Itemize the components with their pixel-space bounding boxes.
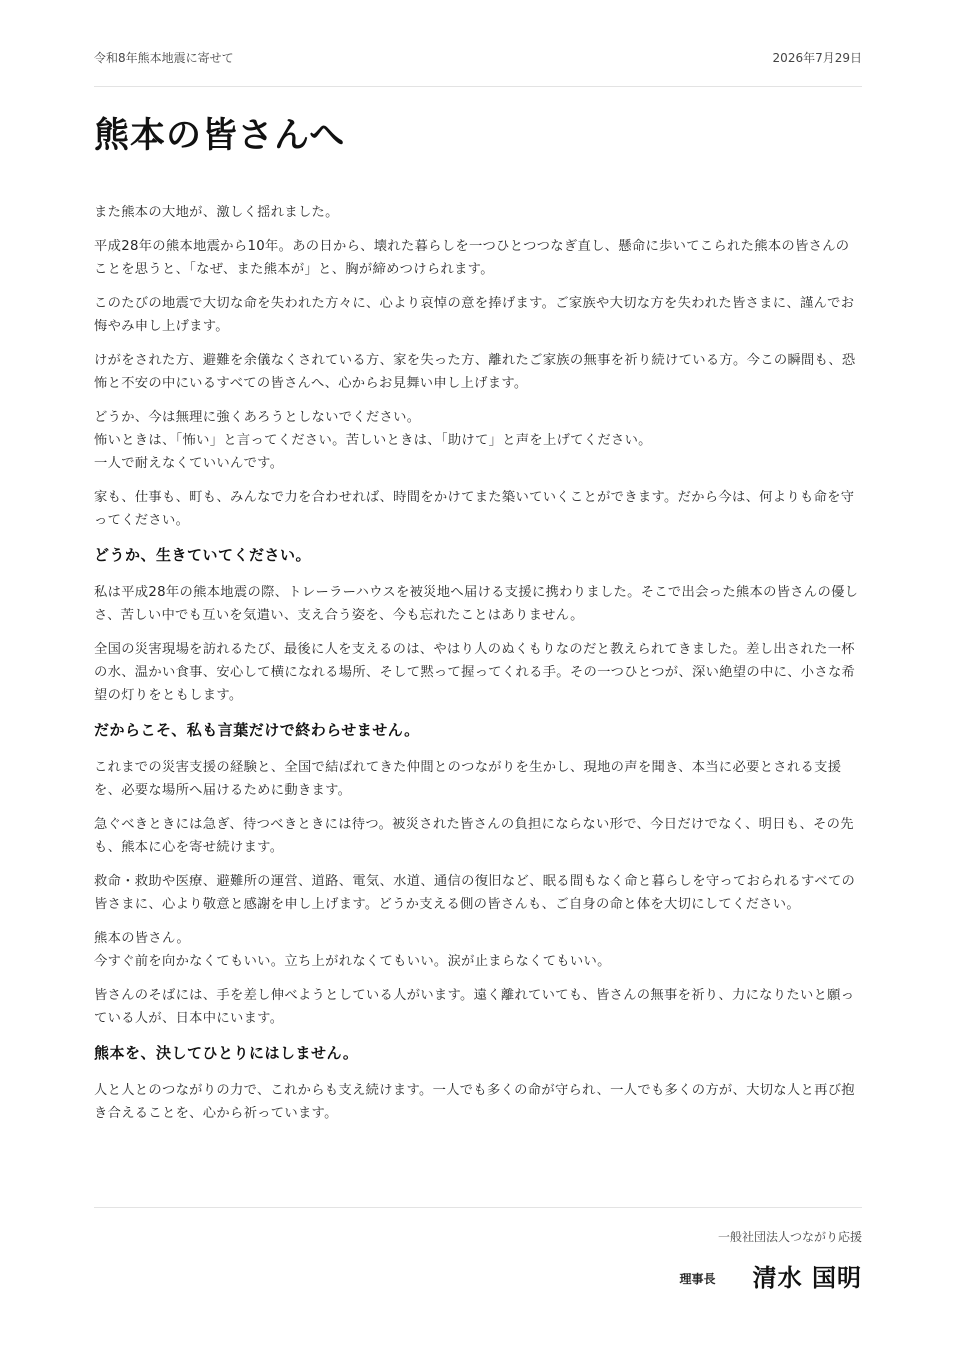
header-divider (94, 86, 862, 87)
paragraph-line: 皆さんのそばには、手を差し伸べようとしている人がいます。遠く離れていても、皆さんの無事を祈り、力になりたいと願っている人が、日本中にいます。 (94, 988, 855, 1026)
paragraph-line: 熊本の皆さん。 (94, 931, 190, 946)
paragraph-line: これまでの災害支援の経験と、全国で結ばれてきた仲間とのつながりを生かし、現地の声を聞き、本当に必要とされる支援を、必要な場所へ届けるために動きます。 (94, 760, 842, 798)
page-title: 熊本の皆さんへ (94, 115, 346, 156)
section-heading: どうか、生きていてください。 (94, 546, 312, 564)
letter-body (94, 201, 862, 1136)
paragraph-line: 全国の災害現場を訪れるたび、最後に人を支えるのは、やはり人のぬくもりなのだと教えられてきました。差し出された一杯の水、温かい食事、安心して横になれる場所、そして黙って握ってくれる手。その一つひとつが、深い絶望の中に、小さな希望の灯りをともします。 (94, 642, 856, 703)
paragraph (94, 201, 862, 224)
paragraph-line: 救命・救助や医療、避難所の運営、道路、電気、水道、通信の復旧など、眠る間もなく命と暮らしを守っておられるすべての皆さまに、心より敬意と感謝を申し上げます。どうか支える側の皆さんも、ご自身の命と体を大切にしてください。 (94, 874, 856, 912)
paragraph-line: 平成28年の熊本地震から10年。あの日から、壊れた暮らしを一つひとつつなぎ直し、懸命に歩いてこられた熊本の皆さんのことを思うと、「なぜ、また熊本が」と、胸が締めつけられます。 (94, 239, 850, 277)
letter-header (94, 49, 862, 69)
signature-block (680, 1260, 862, 1296)
signature-role: 理事長 (679, 1271, 716, 1286)
letter-page (94, 0, 862, 1350)
paragraph (94, 349, 862, 395)
letter-subject: 令和8年熊本地震に寄せて (94, 51, 234, 65)
paragraph-line: 一人で耐えなくていいんです。 (94, 456, 284, 471)
paragraph-line: 今すぐ前を向かなくてもいい。立ち上がれなくてもいい。涙が止まらなくてもいい。 (94, 954, 611, 969)
section-heading: 熊本を、決してひとりにはしません。 (94, 1044, 359, 1062)
paragraph-line: 家も、仕事も、町も、みんなで力を合わせれば、時間をかけてまた築いていくことができます。だから今は、何よりも命を守ってください。 (94, 490, 855, 528)
signature-name: 清水 国明 (752, 1263, 862, 1292)
paragraph (94, 984, 862, 1030)
paragraph (94, 235, 862, 281)
paragraph (94, 1079, 862, 1125)
paragraph-line: また熊本の大地が、激しく揺れました。 (94, 205, 339, 220)
paragraph-line: 怖いときは、「怖い」と言ってください。苦しいときは、「助けて」と声を上げてください。 (94, 433, 652, 448)
paragraph-line: 私は平成28年の熊本地震の際、トレーラーハウスを被災地へ届ける支援に携わりました。そこで出会った熊本の皆さんの優しさ、苦しい中でも互いを気遣い、支え合う姿を、今も忘れたことはありません。 (94, 585, 859, 623)
paragraph (94, 927, 862, 973)
paragraph (94, 406, 862, 475)
paragraph (94, 292, 862, 338)
signature-organization: 一般社団法人つながり応援 (717, 1230, 862, 1244)
paragraph (94, 756, 862, 802)
paragraph-line: 人と人とのつながりの力で、これからも支え続けます。一人でも多くの命が守られ、一人でも多くの方が、大切な人と再び抱き合えることを、心から祈っています。 (94, 1083, 855, 1121)
footer-divider (94, 1207, 862, 1208)
paragraph (94, 638, 862, 707)
paragraph (94, 486, 862, 532)
paragraph-line: けがをされた方、避難を余儀なくされている方、家を失った方、離れたご家族の無事を祈り続けている方。今この瞬間も、恐怖と不安の中にいるすべての皆さんへ、心からお見舞い申し上げます。 (94, 353, 856, 391)
section-heading: だからこそ、私も言葉だけで終わらせません。 (94, 721, 420, 739)
paragraph-line: どうか、今は無理に強くあろうとしないでください。 (94, 410, 421, 425)
paragraph (94, 581, 862, 627)
letter-date: 2026年7月29日 (772, 51, 862, 65)
paragraph (94, 870, 862, 916)
paragraph-line: 急ぐべきときには急ぎ、待つべきときには待つ。被災された皆さんの負担にならない形で、今日だけでなく、明日も、その先も、熊本に心を寄せ続けます。 (94, 817, 854, 855)
paragraph-line: このたびの地震で大切な命を失われた方々に、心より哀悼の意を捧げます。ご家族や大切な方を失われた皆さまに、謹んでお悔やみ申し上げます。 (94, 296, 855, 334)
paragraph (94, 813, 862, 859)
